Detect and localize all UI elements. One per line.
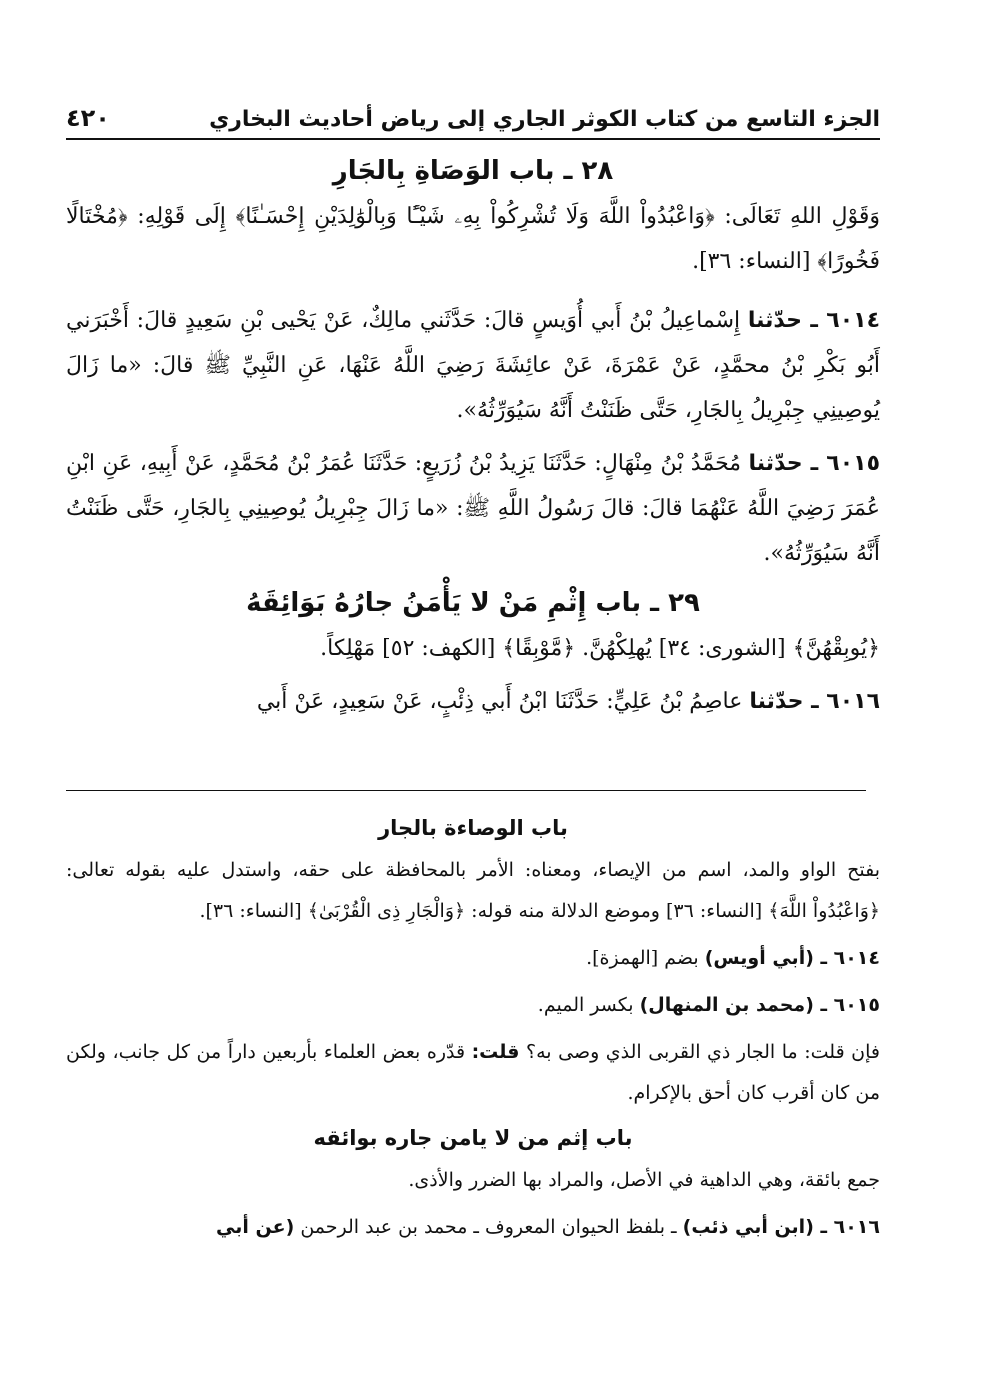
hadith-6016 — [66, 679, 880, 724]
commentary-heading-2: باب إثم من لا يامن جاره بوائقه — [313, 1126, 633, 1150]
hadith-number: ٦٠١٤ ـ حدّثنا — [747, 308, 881, 333]
question-lead: فإن قلت: — [804, 1041, 880, 1063]
hadith-text: مُحَمَّدُ بْنُ مِنْهَالٍ: حَدَّثَنَا يَزِيدُ بْنُ زُرَيعٍ: حَدَّثَنَا عُمَرُ بْنُ مُحَمَّدٍ، عَنْ أَبِيهِ، عَنِ ابْنِ عُمَرَ رَضِيَ اللَّهُ عَنْهُمَا قالَ: قالَ رَسُولُ اللَّهِ ﷺ: «ما زَالَ جِبْرِيلُ يُوصِينِي بِالجَارِ، حَتَّى ظَنَنْتُ أَنَّهُ سَيُوَرِّثُهُ». — [66, 451, 880, 566]
commentary-6014 — [66, 938, 880, 979]
main-text — [66, 150, 880, 724]
note-number: ٦٠١٤ ـ (أبي أويس) — [704, 947, 880, 969]
chapter-29-intro: ﴿يُوبِقْهُنَّ﴾ [الشورى: ٣٤] يُهلِكْهُنَّ. ﴿مَّوْبِقًا﴾ [الكهف: ٥٢] مَهْلِكاً. — [320, 636, 880, 661]
book-title: الجزء التاسع من كتاب الكوثر الجاري إلى رياض أحاديث البخاري — [209, 107, 880, 132]
header-rule — [66, 138, 880, 140]
question-text: ما الجار ذي القربى الذي وصى به؟ — [526, 1041, 798, 1063]
hadith-number: ٦٠١٦ ـ حدّثنا — [749, 689, 880, 714]
note-text: بضم [الهمزة]. — [586, 947, 699, 969]
hadith-text: عاصِمُ بْنُ عَلِيٍّ: حَدَّثَنَا ابْنُ أَبي ذِئْبٍ، عَنْ سَعِيدٍ، عَنْ أَبي — [256, 689, 743, 714]
commentary-6016 — [66, 1207, 880, 1248]
commentary-paragraph: بفتح الواو والمد، اسم من الإيصاء، ومعناه: الأمر بالمحافظة على حقه، واستدل عليه بقوله تعالى: ﴿وَاعْبُدُواْ اللَّهَ﴾ [النساء: ٣٦] وموضع الدلالة منه قوله: ﴿وَالْجَارِ ذِى الْقُرْبَىٰ﴾ [النساء: ٣٦]. — [66, 859, 880, 922]
footnote-separator — [66, 790, 866, 791]
commentary-heading-1: باب الوصاءة بالجار — [378, 816, 568, 840]
hadith-text: إِسْماعِيلُ بْنُ أَبي أُوَيسٍ قالَ: حَدَّثَني مالِكٌ، عَنْ يَحْيى بْنِ سَعِيدٍ قالَ: أَخْبَرَني أَبُو بَكْرِ بْنُ محمَّدٍ، عَنْ عَمْرَةَ، عَنْ عائِشَةَ رَضِيَ اللَّهُ عَنْهَا، عَنِ النَّبِيِّ ﷺ قالَ: «ما زَالَ يُوصِينِي جِبْرِيلُ بِالجَارِ، حَتَّى ظَنَنْتُ أَنَّهُ سَيُوَرِّثُهُ». — [66, 308, 880, 423]
note-text: بكسر الميم. — [537, 994, 634, 1016]
answer-text: قدّره بعض العلماء بأربعين داراً من كل جانب، ولكن من كان أقرب كان أحق بالإكرام. — [66, 1041, 880, 1104]
commentary-question — [66, 1032, 880, 1114]
answer-lead: قلت: — [471, 1041, 520, 1063]
running-header — [66, 92, 880, 132]
page-number: ٤٢٠ — [66, 104, 110, 132]
commentary-6015 — [66, 985, 880, 1026]
hadith-number: ٦٠١٥ ـ حدّثنا — [748, 451, 880, 476]
commentary-paragraph: جمع بائقة، وهي الداهية في الأصل، والمراد بها الضرر والأذى. — [408, 1169, 880, 1191]
commentary — [66, 812, 880, 1248]
chapter-28-intro: وَقَوْلِ اللهِ تَعَالَى: ﴿وَاعْبُدُواْ اللَّهَ وَلَا تُشْرِكُواْ بِهِۦ شَيْـًٔا وَبِالْوَٰلِدَيْنِ إِحْسَـٰنًا﴾ إِلَى قَوْلِهِ: ﴿مُخْتَالًا فَخُورًا﴾ [النساء: ٣٦]. — [66, 204, 880, 274]
chapter-28-heading: ٢٨ ـ باب الوَصَاةِ بِالجَارِ — [332, 156, 614, 186]
note-text: ـ بلفظ الحيوان المعروف ـ محمد بن عبد الرحمن — [300, 1216, 677, 1238]
chapter-29-heading: ٢٩ ـ باب إِثْمِ مَنْ لا يَأْمَنُ جارُهُ بَوَائِقَهُ — [246, 588, 700, 618]
hadith-6015 — [66, 441, 880, 576]
note-number: ٦٠١٦ ـ (ابن أبي ذئب) — [682, 1216, 880, 1238]
note-number: ٦٠١٥ ـ (محمد بن المنهال) — [639, 994, 880, 1016]
hadith-6014 — [66, 298, 880, 433]
book-page — [66, 0, 880, 1397]
note-continuation: (عن أبي — [216, 1216, 295, 1238]
